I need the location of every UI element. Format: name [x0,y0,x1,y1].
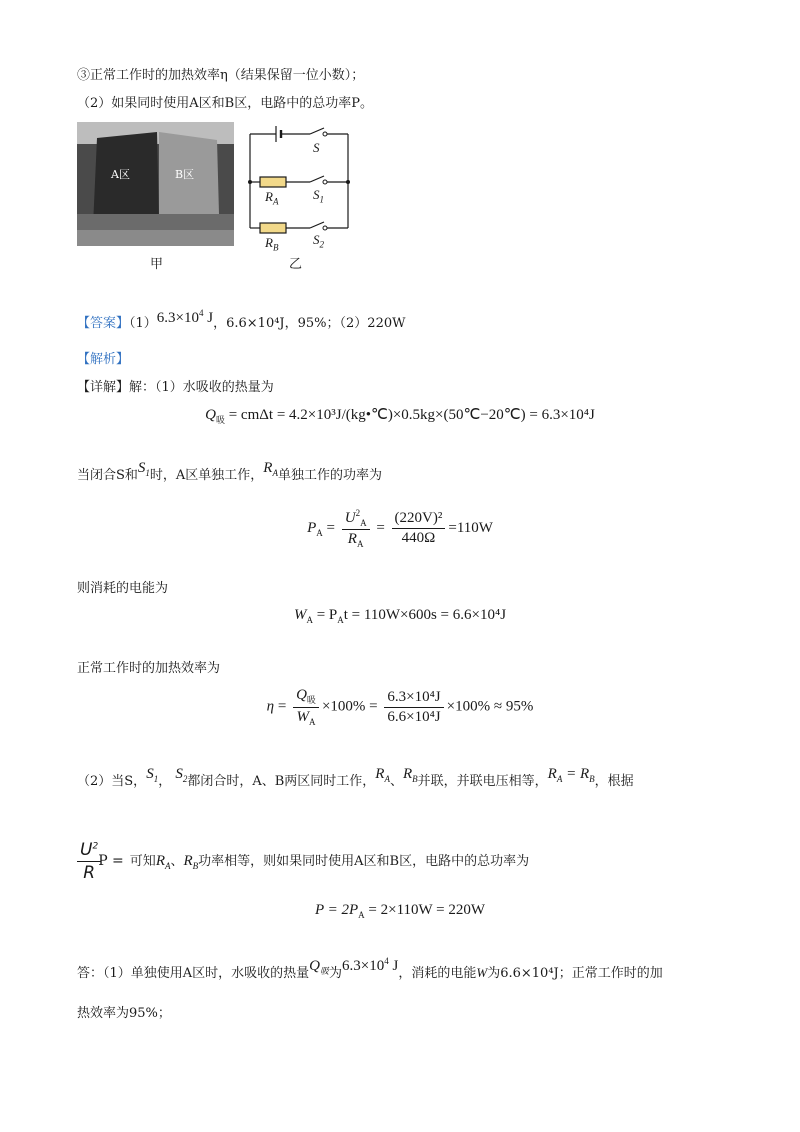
equation-energy: $W_A = P_At = 110W\times 600s = 6.6\times 10^4J$ [293,607,507,625]
detail-line-5: （2）当S，$S_1$， $S_2$都闭合时，A、B两区同时工作，$R_A$、$R_B$并联，并联电压相等，$R_A = R_B$，根据 [77,766,634,789]
resistor-ra [260,177,286,187]
answer-rest: ，6.6×10⁴J，95%；（2）220W [213,316,406,331]
resistor-rb [260,223,286,233]
answer-line: 【答案】$(1)6.3\times 10^4$ J，6.6×10⁴J，95%；（2）220W [77,308,406,331]
answer-tag: 【答案】 [77,316,130,331]
detail-line-6: $\frac{U^2}{R}$ P = 可知$R_A$、$R_B$功率相等，则如果同时使用A区和B区，电路中的总功率为 [77,840,529,883]
circuit-label-ra: $R_A$ [265,189,279,207]
heater-photo-image [77,122,234,246]
equation-heat: $Q_吸 = cm\Delta t$ = 4.2×10³J/(kg•℃)×0.5kg×(50℃−20℃) = 6.3×10⁴J [205,407,595,425]
equation-efficiency: η = $\frac{Q_吸}{W_A}$ ×100% = $\frac{\text{6.3×10⁴J}}{\text{6.6×10⁴J}}$ ×100% ≈ 95% [266,687,534,727]
circuit-diagram [240,120,360,252]
answer-q: $6.3\times 10^4$ J [156,308,214,326]
detail-line-3: 则消耗的电能为 [77,581,169,596]
equation-total-power: $P = 2P_A = 2\times 110W = 220W$ [314,902,486,920]
caption-jia: 甲 [150,257,164,272]
detail-line-2: 当闭合S和$S_1$时，A区单独工作，$R_A$单独工作的功率为 [77,460,382,483]
equation-power: $P_A$ = $\frac{U^2_A}{R_A}$ = $\frac{\text{(220V)²}}{440\Omega}$ =110W [307,508,493,549]
heater-photo [77,122,234,246]
detail-intro: 【详解】解：（1）水吸收的热量为 [77,380,274,395]
caption-yi: 乙 [289,257,303,272]
question-2: （2）如果同时使用A区和B区，电路中的总功率P。 [77,96,373,111]
photo-label-a: A区 [111,168,130,181]
circuit-label-s2: $S_2$ [313,232,324,250]
conclusion-line-2: 热效率为95%； [77,1006,171,1021]
conclusion-line-1: 答：（1）单独使用A区时，水吸收的热量$Q_吸$为$6.3\times 10^4$ J，消耗的电能W为6.6×10⁴J；正常工作时的加 [77,956,663,981]
circuit-label-rb: $R_B$ [265,235,279,253]
detail-line-4: 正常工作时的加热效率为 [77,661,221,676]
photo-label-b: B区 [175,168,195,181]
question-3: ③正常工作时的加热效率η（结果保留一位小数）； [77,68,365,83]
circuit-label-s1: $S_1$ [313,187,324,205]
analysis-tag: 【解析】 [77,352,130,367]
circuit-label-s: S [313,140,320,155]
